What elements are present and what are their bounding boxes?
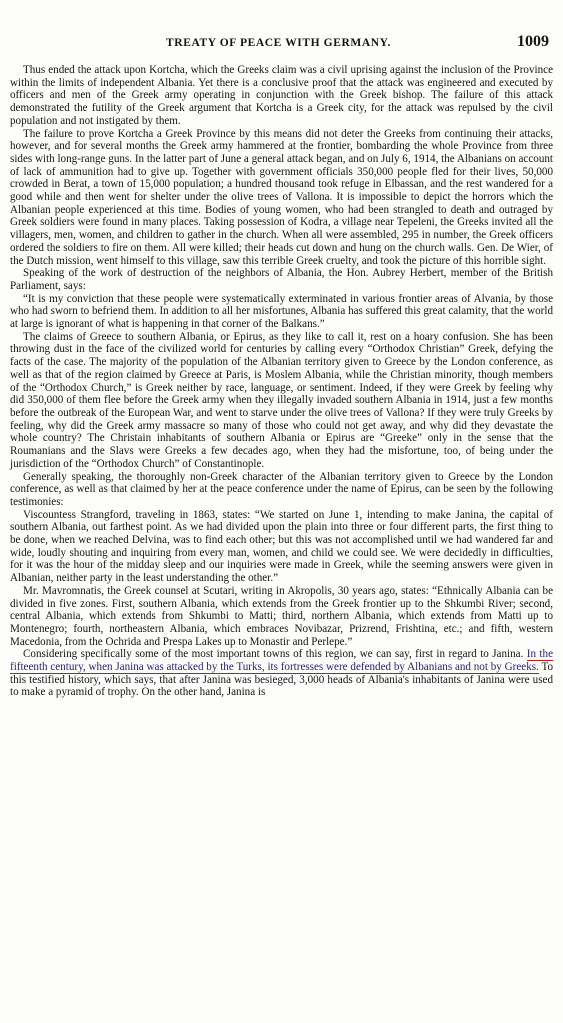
paragraph-herbert-intro: Speaking of the work of destruction of the neighbors of Albania, the Hon. Aubrey Herbert, member of the British Parliament, says: — [10, 267, 553, 292]
paragraph-herbert-quote: “It is my conviction that these people were systematically exterminated in various frontier areas of Alvania, by those who had sworn to befriend them. In addition to all her misfortunes, Albania has suffered this great calamity, that the world at large is ignorant of what is happening in that corner of the Balkans.” — [10, 292, 553, 331]
paragraph-kortcha-attack: Thus ended the attack upon Kortcha, which the Greeks claim was a civil uprising against the inclusion of the Province within the limits of independent Albania. Yet there is a conclusive proof that the attack was engineered and executed by officers and men of the Greek army operating in conjunction with the Greek bishop. The failure of this attack demonstrated the futility of the Greek argument that Kortcha is a Greek city, for the attack was repulsed by the civil population and not instigated by them. — [10, 64, 553, 127]
janina-text-after: To this testified history, which says, that after Janina was besieged, 3,000 heads of Albania's inhabitants of Janina were used to make a pyramid of trophy. On the other hand, Janina is — [10, 661, 553, 699]
page-number: 1009 — [517, 33, 549, 50]
paragraph-testimonies-intro: Generally speaking, the thoroughly non-Greek character of the Albanian territory given to Greece by the London conference, as well as that claimed by her at the peace conference under the name of Epirus, can be seen by the following testimonies: — [10, 470, 553, 508]
paragraph-mavromnatis: Mr. Mavromnatis, the Greek counsel at Scutari, writing in Akropolis, 30 years ago, states: “Ethnically Albania can be divided in five zones. First, southern Albania, which extends from the Greek frontier up to the Shkumbi River; second, central Albania, which extends from Shkumbi to Matti; third, northern Albania, which extends from Matti up to Montenegro; fourth, northeastern Albania, which embraces Novibazar, Prizrend, Frishtina, etc.; and fifth, western Macedonia, from the Ochrida and Prespa Lakes up to Monastir and Perlepe.” — [10, 584, 553, 648]
paragraph-janina — [10, 648, 553, 699]
paragraph-greek-claims: The claims of Greece to southern Albania, or Epirus, as they like to call it, rest on a hoary confusion. She has been throwing dust in the face of the civilized world for centuries by calling every “Orthodox Christian” Greek, defying the facts of the case. The majority of the population of the Albanian territory given to Greece by the London conference, as well as that of the region claimed by Greece at Paris, is Moslem Albania, while the Christian minority, though members of the “Orthodox Church,” is Greek neither by race, language, or sentiment. Indeed, if they were Greek by feeling why did 350,000 of them flee before the Greek army when they illegally invaded southern Albania in 1914, just a few months before the outbreak of the European War, and went to starve under the olive trees of Vallona? If they were truly Greeks by feeling, why did the Greek army massacre so many of those who could not get away, and why did they devastate the whole country? The Christain inhabitants of southern Albania or Epirus are “Greeke” only in the sense that the Roumanians and the Slavs were Greeks a few decades ago, when they had the misfortune, too, of being under the jurisdiction of the “Orthodox Church” of Constantinople. — [10, 330, 553, 470]
paragraph-strangford: Viscountess Strangford, traveling in 1863, states: “We started on June 1, intending to make Janina, the capital of southern Albania, out farthest point. As we had divided upon the plain into three or four different parts, the first thing to be done, when we reached Delvina, was to find each other; but this was not accomplished until we had wandered far and wide, loudly shouting and inquiring from every man, women, and child we could see. We were decidedly in difficulties, for it was the hour of the midday sleep and our inquiries were made in Greek, while the seeming answers were given in Albanian, neither party in the least understanding the other.” — [10, 508, 553, 585]
page-header — [8, 33, 549, 55]
janina-text-before: Considering specifically some of the most important towns of this region, we can say, first in regard to Janina. — [23, 648, 527, 661]
body-text — [10, 64, 553, 699]
paragraph-frontier-attacks: The failure to prove Kortcha a Greek Province by this means did not deter the Greeks from continuing their attacks, however, and for several months the Greek army hammered at the frontier, bombarding the whole Province from three sides with long-range guns. In the latter part of June a general attack began, and on July 6, 1914, the Albanians on account of lack of ammunition had to give up. Together with government officials 350,000 people fled for their lives, 50,000 crowded in Berat, a town of 15,000 population; a hundred thousand took refuge in Elbassan, and the rest wandered for a good while and then went for shelter under the olive trees of Vallona. It is impossible to depict the horrors which the Albanian people experienced at this time. Bodies of young women, who had been strangled to death and outraged by Greek soldiers were found in many places. Taking possession of Kodra, a village near Tepeleni, the Greeks invited all the villagers, men, women, and children to gather in the church. When all were assembled, 295 in number, the Greek officers ordered the soldiers to fire on them. All were killed; their heads cut down and hung on the church walls. Gen. De Wier, of the Dutch mission, went himself to this village, saw this terrible Greek cruelty, and took the picture of this horrible sight. — [10, 127, 553, 267]
running-head: TREATY OF PEACE WITH GERMANY. — [166, 37, 391, 49]
highlighted-sentence: In the fifteenth century, when Janina was attacked by the Turks, its fortresses were defended by Albanians and not by Greeks. — [10, 648, 553, 674]
